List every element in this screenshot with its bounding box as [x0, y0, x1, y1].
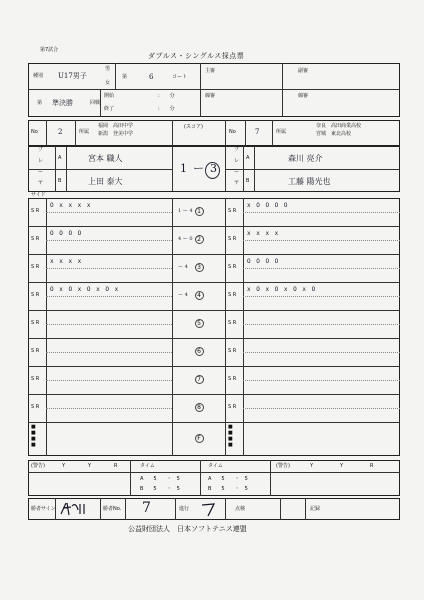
proceed-checkmark — [198, 500, 220, 518]
score-winner-circle — [205, 162, 220, 179]
left-affil-2: 新潟 登美中学 — [98, 131, 134, 137]
game-row-divider — [28, 366, 400, 367]
game-left-sr: S R — [31, 348, 40, 354]
left-player-a: 宮本 職人 — [88, 154, 123, 163]
category-value: U17男子 — [58, 72, 87, 80]
round-label: 第 — [37, 100, 43, 106]
time-label-left: タイム — [140, 463, 155, 469]
game-right-marks: O O O O — [247, 258, 280, 265]
game-row-subline — [243, 240, 400, 241]
game-row-subline — [46, 324, 172, 325]
game-row-subline — [243, 352, 400, 353]
end-time: : 分 — [158, 106, 175, 112]
game-grid — [28, 198, 400, 456]
score-label: (スコア) — [184, 124, 203, 130]
left-player-char-1: プ — [38, 147, 44, 153]
game-row-divider — [28, 254, 400, 255]
warn-r: R — [114, 463, 118, 469]
record-label: 記録 — [310, 506, 321, 512]
end-label: 終了 — [104, 106, 115, 112]
game-row-subline — [46, 352, 172, 353]
left-player-char-4: ヤ — [38, 180, 44, 186]
game-left-sr: S R — [31, 292, 40, 298]
right-affil-2: 宮城 東北高校 — [316, 131, 352, 137]
game-left-sr: S R — [31, 208, 40, 214]
left-a-label: A — [58, 155, 62, 161]
warn-yr: Y — [88, 463, 92, 469]
game-right-sr: S R — [228, 208, 237, 214]
game-left-sr: S R — [31, 264, 40, 270]
game-number: 7 — [193, 375, 205, 384]
right-affil-1: 奈良 高田商業高校 — [316, 123, 362, 129]
time-a-left: A 5 ・ 5 — [140, 476, 180, 482]
left-b-label: B — [58, 178, 62, 184]
game-right-sr: S R — [228, 404, 237, 410]
right-affil-label: 所属 — [276, 129, 287, 135]
game-row-subline — [46, 380, 172, 381]
score-right: 3 — [210, 162, 217, 175]
left-player-char-2: レ — [38, 158, 44, 164]
warn-yr-right: Y — [340, 463, 344, 469]
right-no-label: No — [229, 129, 236, 135]
game-number: 3 — [193, 263, 205, 272]
game-row-subline — [243, 296, 400, 297]
game-left-marks: O x x x x — [50, 202, 92, 209]
court-suffix: コート — [172, 74, 188, 80]
left-side-label: サイド — [31, 192, 46, 198]
game-row-subline — [46, 212, 172, 213]
left-affil-label: 所属 — [79, 129, 90, 135]
game-middle-score: ー 4 — [178, 264, 188, 270]
warn-y: Y — [62, 463, 66, 469]
game-middle-score: 1 ー 4 — [178, 208, 193, 214]
time-a-right: A 5 ・ 5 — [208, 476, 248, 482]
warnings-label-right: (警告) — [276, 463, 290, 469]
game-row-subline — [46, 268, 172, 269]
final-right-dots: ■ ■ ■ ■ — [228, 424, 233, 448]
line-judge2-label: 線審 — [298, 93, 309, 99]
left-player-b: 上田 泰大 — [88, 177, 123, 186]
round-suffix: 回戦 — [90, 100, 101, 106]
game-row-subline — [243, 212, 400, 213]
game-row-subline — [243, 408, 400, 409]
game-right-sr: S R — [228, 292, 237, 298]
right-player-char-2: レ — [234, 158, 240, 164]
warn-r-right: R — [370, 463, 374, 469]
game-row-subline — [243, 380, 400, 381]
game-right-sr: S R — [228, 376, 237, 382]
game-number: 8 — [193, 403, 205, 412]
game-row-subline — [46, 296, 172, 297]
right-a-label: A — [246, 155, 250, 161]
game-left-marks: O O O O — [50, 230, 83, 237]
game-left-sr: S R — [31, 236, 40, 242]
game-number: 1 — [193, 207, 205, 216]
time-b-left: B 5 ・ 5 — [140, 486, 180, 492]
game-row-divider — [28, 338, 400, 339]
score-dash: ー — [193, 162, 204, 175]
game-number: 6 — [193, 347, 205, 356]
start-time: : 分 — [158, 93, 175, 99]
game-row-divider — [28, 394, 400, 395]
referee-label: 主審 — [205, 68, 216, 74]
game-right-sr: S R — [228, 320, 237, 326]
proceed-label: 進行 — [179, 506, 190, 512]
vice-referee-label: 副審 — [298, 68, 309, 74]
sheet-title: ダブルス・シングルス採点票 — [148, 52, 245, 60]
category-label: 種別 — [33, 73, 44, 79]
score-left: 1 — [180, 162, 187, 175]
signature-label: 勝者サイン — [31, 506, 56, 512]
left-affil-1: 福岡 高田中学 — [98, 123, 134, 129]
gender-male: 男 — [105, 66, 111, 72]
game-middle-score: ー 4 — [178, 292, 188, 298]
winner-signature — [58, 500, 98, 518]
line-judge-label: 線審 — [205, 93, 216, 99]
gender-female: 女 — [105, 80, 111, 86]
start-label: 開始 — [104, 93, 115, 99]
final-left-dots: ■ ■ ■ ■ — [31, 424, 36, 448]
court-prefix: 第 — [122, 74, 128, 80]
game-row-divider — [28, 282, 400, 283]
game-row-divider — [28, 310, 400, 311]
game-row-subline — [46, 408, 172, 409]
game-right-sr: S R — [228, 236, 237, 242]
right-player-b: 工藤 陽光也 — [288, 177, 331, 186]
game-right-marks: x O x O x O x O — [247, 286, 317, 293]
court-number: 6 — [149, 73, 154, 81]
game-row-subline — [243, 268, 400, 269]
round-value: 準決勝 — [52, 99, 73, 107]
game-left-sr: S R — [31, 376, 40, 382]
right-player-char-3: ー — [234, 169, 240, 175]
right-player-char-4: ヤ — [234, 180, 240, 186]
right-b-label: B — [246, 178, 250, 184]
warnings-label: (警告) — [31, 463, 45, 469]
winner-no-label: 勝者No. — [103, 506, 122, 512]
game-right-sr: S R — [228, 348, 237, 354]
right-team-no: 7 — [255, 128, 260, 136]
game-left-sr: S R — [31, 404, 40, 410]
left-team-no: 2 — [58, 128, 63, 136]
game-right-marks: x x x x — [247, 230, 280, 237]
game-number: 2 — [193, 235, 205, 244]
warn-y-right: Y — [310, 463, 314, 469]
time-label-right: タイム — [208, 463, 223, 469]
left-player-char-3: ー — [38, 169, 44, 175]
final-game-number: F — [193, 434, 205, 443]
right-player-a: 森川 亮介 — [288, 154, 323, 163]
winner-no: 7 — [142, 500, 151, 516]
game-row-divider — [28, 226, 400, 227]
game-middle-score: 4 ー 0 — [178, 236, 193, 242]
game-number: 5 — [193, 319, 205, 328]
time-b-right: B 5 ・ 5 — [208, 486, 248, 492]
game-row-subline — [243, 324, 400, 325]
right-player-char-1: プ — [234, 147, 240, 153]
organization: 公益財団法人 日本ソフトテニス連盟 — [128, 525, 247, 533]
match-number: 第7試合 — [40, 47, 59, 53]
checker-label: 点検 — [235, 506, 246, 512]
game-left-marks: O x O x O x O x — [50, 286, 120, 293]
game-right-marks: x O O O O — [247, 202, 289, 209]
game-left-sr: S R — [31, 320, 40, 326]
game-left-marks: x x x x — [50, 258, 83, 265]
game-row-subline — [46, 240, 172, 241]
game-right-sr: S R — [228, 264, 237, 270]
game-number: 4 — [193, 291, 205, 300]
left-no-label: No — [31, 129, 38, 135]
